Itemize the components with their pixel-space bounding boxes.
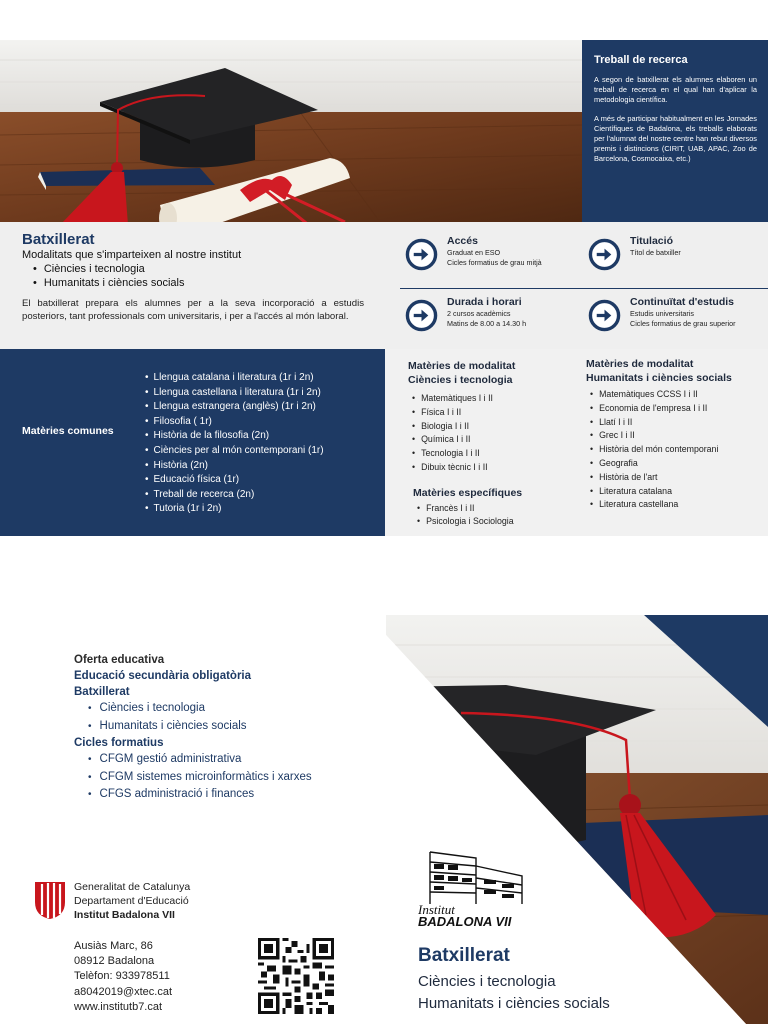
gencat-line-1: Generalitat de Catalunya xyxy=(74,881,191,893)
address-phone: Telèfon: 933978511 xyxy=(74,970,170,983)
list-item: • Treball de recerca (2n) xyxy=(145,488,324,503)
cover-subtitle-1: Ciències i tecnologia xyxy=(418,973,556,990)
educational-offer xyxy=(74,652,312,804)
list-item: • Física I i II xyxy=(412,406,515,420)
list-item: • Química I i II xyxy=(412,433,515,447)
common-subjects-panel xyxy=(0,349,385,536)
arrow-circle-icon xyxy=(405,299,438,332)
list-item: • Geografia xyxy=(590,457,732,471)
list-item: • Llengua catalana i literatura (1r i 2n) xyxy=(145,371,324,386)
batxillerat-description: El batxillerat prepara els alumnes per a la seva incorporació a estudis posteriors, tant professionals com universitaris, i per a l'accés al món laboral. xyxy=(22,298,364,322)
batxillerat-info-row xyxy=(0,222,768,349)
list-item: • CFGM gestió administrativa xyxy=(88,751,312,769)
address-web[interactable]: www.institutb7.cat xyxy=(74,1000,163,1013)
list-item: • Llengua estrangera (anglès) (1r i 2n) xyxy=(145,400,324,415)
science-title-1: Matèries de modalitat xyxy=(408,360,516,372)
list-item: • Història del món contemporani xyxy=(590,443,732,457)
access-line: Cicles formatius de grau mitjà xyxy=(447,258,542,267)
address-block xyxy=(74,939,172,1015)
specific-title: Matèries específiques xyxy=(413,487,523,499)
science-title-2: Ciències i tecnologia xyxy=(408,373,513,386)
graduation-cap-photo xyxy=(0,40,582,222)
list-item: • Filosofia ( 1r) xyxy=(145,415,324,430)
list-item: • Ciències i tecnologia xyxy=(88,700,312,718)
duration-line: Matins de 8.00 a 14.30 h xyxy=(447,319,527,328)
modality-subjects-panel xyxy=(385,349,768,536)
arrow-circle-icon xyxy=(405,238,438,271)
list-item: • Història (2n) xyxy=(145,459,324,474)
list-item: • Literatura catalana xyxy=(590,485,732,499)
research-title: Treball de recerca xyxy=(594,54,688,66)
specific-subjects xyxy=(413,487,522,529)
continuity-line: Cicles formatius de grau superior xyxy=(630,319,736,328)
generalitat-logo-icon xyxy=(33,880,67,920)
degree-line: Títol de batxiller xyxy=(630,248,681,257)
list-item: • Dibuix tècnic I i II xyxy=(412,461,515,475)
common-subjects-list xyxy=(145,371,324,517)
science-list xyxy=(412,392,515,475)
list-item: • Matemàtiques CCSS I i II xyxy=(590,388,732,402)
cover-subtitle-2: Humanitats i ciències socials xyxy=(418,995,610,1012)
list-item: • Humanitats i ciències socials xyxy=(88,718,312,736)
modalities-subtitle: Modalitats que s'imparteixen al nostre institut xyxy=(22,249,242,261)
arrow-circle-icon xyxy=(588,238,621,271)
list-item: • Història de l'art xyxy=(590,471,732,485)
list-item: • Psicologia i Sociologia xyxy=(417,515,522,529)
humanities-title-2: Humanitats i ciències socials xyxy=(586,371,732,384)
continuity-title: Continuïtat d'estudis xyxy=(630,296,734,308)
research-paragraph-1: A segon de batxillerat els alumnes elaboren un treball de recerca en el qual han d'aplicar la metodologia científica. xyxy=(594,75,757,105)
list-item: • Francès I i II xyxy=(417,502,522,516)
access-line: Graduat en ESO xyxy=(447,248,501,257)
degree-title: Titulació xyxy=(630,235,673,247)
modalities-list xyxy=(33,262,364,290)
address-email[interactable]: a8042019@xtec.cat xyxy=(74,985,173,998)
gencat-line-3: Institut Badalona VII xyxy=(74,909,175,921)
list-item: • Humanitats i ciències socials xyxy=(33,276,364,290)
list-item: • Educació física (1r) xyxy=(145,473,324,488)
continuity-box xyxy=(588,296,735,332)
offer-heading: Oferta educativa xyxy=(74,654,165,666)
list-item: • CFGM sistemes microinformàtics i xarxes xyxy=(88,769,312,787)
continuity-line: Estudis universitaris xyxy=(630,309,694,318)
list-item: • Economia de l'empresa I i II xyxy=(590,402,732,416)
science-subjects xyxy=(408,360,515,475)
qr-code-icon[interactable] xyxy=(258,938,334,1014)
humanities-title-1: Matèries de modalitat xyxy=(586,358,694,370)
list-item: • Biologia I i II xyxy=(412,420,515,434)
list-item: • Grec I i II xyxy=(590,429,732,443)
list-item: • Ciències i tecnologia xyxy=(33,262,364,276)
offer-eso: Educació secundària obligatòria xyxy=(74,670,252,682)
duration-line: 2 cursos acadèmics xyxy=(447,309,511,318)
degree-box xyxy=(588,235,681,271)
list-item: • Tutoria (1r i 2n) xyxy=(145,502,324,517)
school-logo-name: BADALONA VII xyxy=(418,914,512,928)
offer-cicles: Cicles formatius xyxy=(74,737,164,749)
list-item: • Literatura castellana xyxy=(590,498,732,512)
specific-list xyxy=(417,502,522,530)
offer-batxillerat-list xyxy=(88,700,312,735)
access-box xyxy=(405,235,542,271)
list-item: • Història de la filosofia (2n) xyxy=(145,429,324,444)
gencat-line-2: Departament d'Educació xyxy=(74,895,189,907)
duration-title: Durada i horari xyxy=(447,296,522,308)
duration-box xyxy=(405,296,526,332)
batxillerat-intro xyxy=(22,231,364,323)
offer-cicles-list xyxy=(88,751,312,804)
school-logo-word: Institut xyxy=(418,902,455,917)
humanities-subjects xyxy=(586,358,732,512)
school-logo-icon xyxy=(416,848,536,928)
info-divider xyxy=(400,288,768,289)
generalitat-block xyxy=(33,880,190,922)
common-subjects-title: Matèries comunes xyxy=(22,425,114,437)
list-item: • Tecnologia I i II xyxy=(412,447,515,461)
research-paragraph-2: A més de participar habitualment en les Jornades Científiques de Badalona, els treballs elaborats per l'alumnat del nostre centre han rebut diversos premis i distincions (CIRIT, UAB, APAC, Zoo de Barcelona, Cosmocaixa, etc.) xyxy=(594,113,757,164)
list-item: • Llengua castellana i literatura (1r i 2n) xyxy=(145,386,324,401)
list-item: • Ciències per al món contemporani (1r) xyxy=(145,444,324,459)
list-item: • Llatí I i II xyxy=(590,416,732,430)
access-title: Accés xyxy=(447,235,478,247)
research-panel xyxy=(582,40,768,222)
address-city: 08912 Badalona xyxy=(74,955,155,968)
arrow-circle-icon xyxy=(588,299,621,332)
offer-batxillerat: Batxillerat xyxy=(74,686,130,698)
address-street: Ausiàs Marc, 86 xyxy=(74,940,153,952)
humanities-list xyxy=(590,388,732,512)
cover-title: Batxillerat xyxy=(418,945,510,966)
list-item: • CFGS administració i finances xyxy=(88,786,312,804)
batxillerat-title: Batxillerat xyxy=(22,231,95,248)
list-item: • Matemàtiques I i II xyxy=(412,392,515,406)
